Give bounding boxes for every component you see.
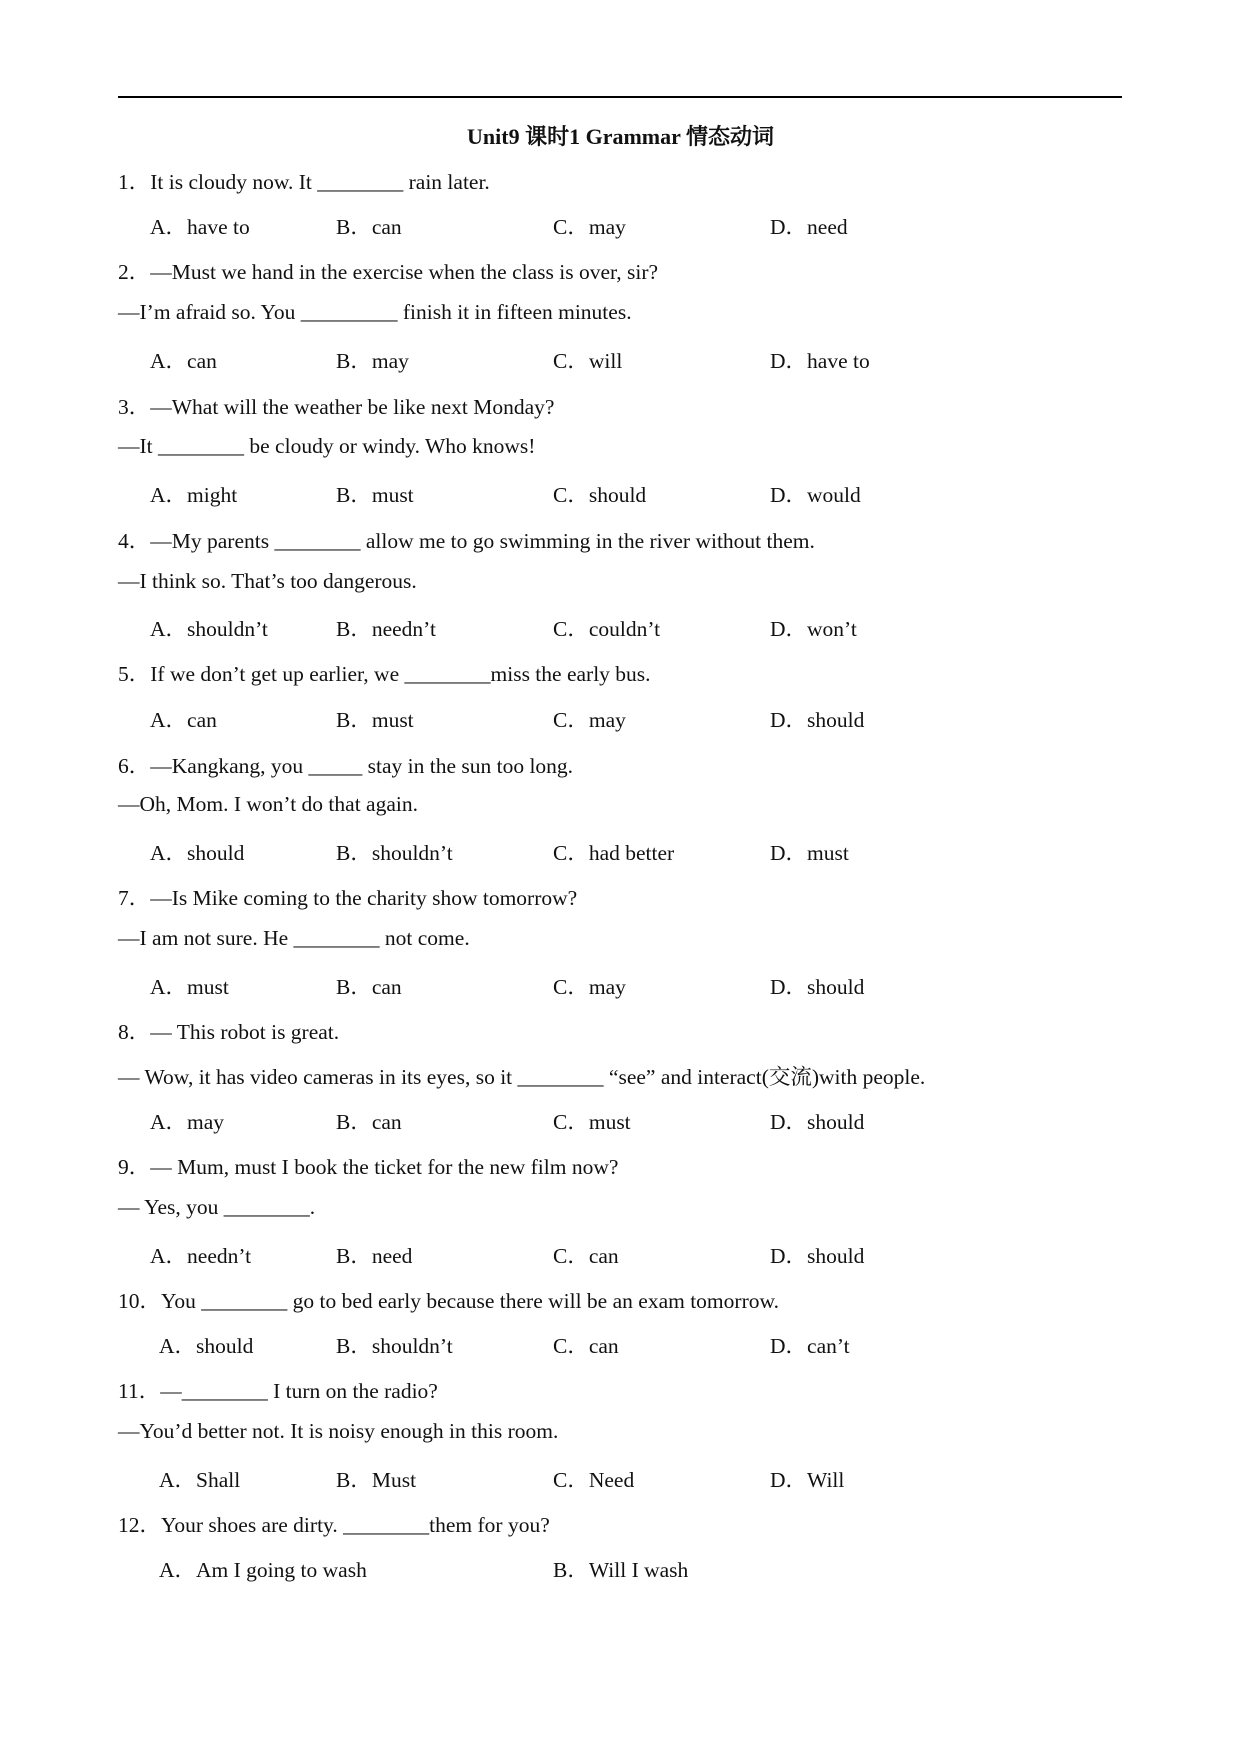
option-b[interactable]: B．Must	[336, 1468, 417, 1492]
question-7-stem: 7．—Is Mike coming to the charity show tomorrow?	[118, 886, 578, 910]
question-11-reply: —You’d better not. It is noisy enough in this room.	[118, 1419, 559, 1443]
option-c[interactable]: C．couldn’t	[553, 617, 661, 641]
option-d[interactable]: D．have to	[770, 349, 870, 373]
question-9-options	[150, 1239, 1050, 1269]
option-a[interactable]: A．can	[150, 708, 217, 732]
question-4-stem: 4．—My parents ________ allow me to go swimming in the river without them.	[118, 529, 815, 553]
question-10-options	[159, 1329, 1059, 1359]
option-c[interactable]: C．may	[553, 708, 626, 732]
option-a[interactable]: A．should	[150, 841, 245, 865]
option-d[interactable]: D．would	[770, 483, 861, 507]
option-d[interactable]: D．need	[770, 215, 848, 239]
option-a[interactable]: A．can	[150, 349, 217, 373]
question-7-reply: —I am not sure. He ________ not come.	[118, 926, 470, 950]
question-12-options	[159, 1553, 1059, 1583]
question-1-options	[150, 210, 1050, 240]
question-2-reply: —I’m afraid so. You _________ finish it in fifteen minutes.	[118, 300, 632, 324]
question-4-options	[150, 612, 1050, 642]
option-c[interactable]: C．will	[553, 349, 623, 373]
option-a[interactable]: A．Shall	[159, 1468, 241, 1492]
question-8-stem: 8．— This robot is great.	[118, 1020, 340, 1044]
option-d[interactable]: D．won’t	[770, 617, 857, 641]
option-b[interactable]: B．shouldn’t	[336, 1334, 453, 1358]
question-5-options	[150, 703, 1050, 733]
question-6-stem: 6．—Kangkang, you _____ stay in the sun too long.	[118, 754, 574, 778]
question-8-reply: — Wow, it has video cameras in its eyes, so it ________ “see” and interact(交流)with people.	[118, 1065, 926, 1089]
option-c[interactable]: C．had better	[553, 841, 675, 865]
option-d[interactable]: D．must	[770, 841, 849, 865]
question-8-options	[150, 1105, 1050, 1135]
question-5-stem: 5．If we don’t get up earlier, we ________miss the early bus.	[118, 662, 651, 686]
question-7-options	[150, 970, 1050, 1000]
option-a[interactable]: A．have to	[150, 215, 250, 239]
option-b[interactable]: B．must	[336, 483, 414, 507]
option-b[interactable]: B．shouldn’t	[336, 841, 453, 865]
option-d[interactable]: D．Will	[770, 1468, 845, 1492]
option-b[interactable]: B．may	[336, 349, 409, 373]
option-d[interactable]: D．should	[770, 975, 865, 999]
question-9-reply: — Yes, you ________.	[118, 1195, 316, 1219]
option-c[interactable]: C．should	[553, 483, 647, 507]
question-4-reply: —I think so. That’s too dangerous.	[118, 569, 417, 593]
option-d[interactable]: D．should	[770, 1244, 865, 1268]
question-6-reply: —Oh, Mom. I won’t do that again.	[118, 792, 418, 816]
page-title: Unit9 课时1 Grammar 情态动词	[467, 124, 774, 149]
option-a[interactable]: A．might	[150, 483, 238, 507]
option-b[interactable]: B．Will I wash	[553, 1558, 689, 1582]
header-rule	[118, 96, 1122, 98]
option-b[interactable]: B．must	[336, 708, 414, 732]
question-1-stem: 1．It is cloudy now. It ________ rain later.	[118, 170, 490, 194]
option-b[interactable]: B．can	[336, 1110, 402, 1134]
option-d[interactable]: D．should	[770, 1110, 865, 1134]
question-9-stem: 9．— Mum, must I book the ticket for the new film now?	[118, 1155, 619, 1179]
option-b[interactable]: B．need	[336, 1244, 413, 1268]
option-c[interactable]: C．can	[553, 1244, 619, 1268]
option-a[interactable]: A．should	[159, 1334, 254, 1358]
question-3-reply: —It ________ be cloudy or windy. Who knows!	[118, 434, 536, 458]
option-a[interactable]: A．must	[150, 975, 229, 999]
question-11-stem: 11．—________ I turn on the radio?	[118, 1379, 438, 1403]
option-b[interactable]: B．needn’t	[336, 617, 436, 641]
question-2-stem: 2．—Must we hand in the exercise when the class is over, sir?	[118, 260, 659, 284]
option-a[interactable]: A．needn’t	[150, 1244, 252, 1268]
option-c[interactable]: C．Need	[553, 1468, 635, 1492]
option-c[interactable]: C．may	[553, 975, 626, 999]
option-b[interactable]: B．can	[336, 215, 402, 239]
question-2-options	[150, 344, 1050, 374]
option-c[interactable]: C．must	[553, 1110, 631, 1134]
option-d[interactable]: D．can’t	[770, 1334, 850, 1358]
question-6-options	[150, 836, 1050, 866]
question-11-options	[159, 1463, 1059, 1493]
question-12-stem: 12．Your shoes are dirty. ________them for you?	[118, 1513, 550, 1537]
option-c[interactable]: C．can	[553, 1334, 619, 1358]
option-a[interactable]: A．Am I going to wash	[159, 1558, 367, 1582]
question-3-options	[150, 478, 1050, 508]
option-a[interactable]: A．may	[150, 1110, 225, 1134]
option-d[interactable]: D．should	[770, 708, 865, 732]
option-a[interactable]: A．shouldn’t	[150, 617, 268, 641]
option-b[interactable]: B．can	[336, 975, 402, 999]
option-c[interactable]: C．may	[553, 215, 626, 239]
question-3-stem: 3．—What will the weather be like next Monday?	[118, 395, 555, 419]
question-10-stem: 10．You ________ go to bed early because there will be an exam tomorrow.	[118, 1289, 779, 1313]
